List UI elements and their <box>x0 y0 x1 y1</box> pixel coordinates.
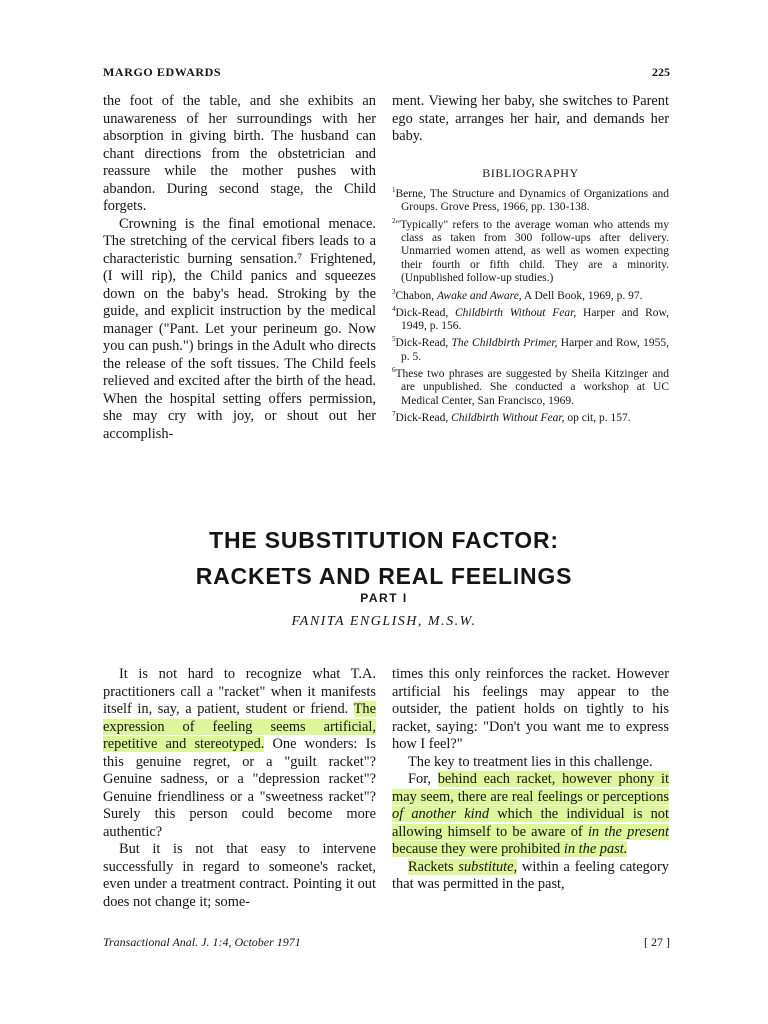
article-right-column <box>392 666 669 894</box>
running-header-page-number: 225 <box>652 65 670 79</box>
paragraph: times this only reinforces the racket. However artificial his feelings may appear to the outsider, the patient holds on tightly to his racket, saying: "Don't you want me to express how I feel?" <box>392 666 669 752</box>
highlighted-text: Rackets substitute, <box>408 858 518 875</box>
bibliography-item: $^1$Berne, The Structure and Dynamics of Organizations and Groups. Grove Press, 1966, pp. 130-138. <box>392 186 669 214</box>
bibliography-item: $^2$"Typically" refers to the average woman who attends my class as taken from 300 follow-ups after delivery. Unmarried women attend, as well as women expecting their fourth or fifth child. They are a minority. (Unpublished follow-up studies.) <box>392 216 669 285</box>
bibliography-heading: BIBLIOGRAPHY <box>482 166 579 180</box>
article-title-line-2: RACKETS AND REAL FEELINGS <box>195 563 573 589</box>
bibliography-item: $^6$These two phrases are suggested by Sheila Kitzinger and are unpublished. She conducted a workshop at UC Medical Center, San Francisco, 1969. <box>392 366 669 407</box>
article-author: FANITA ENGLISH, M.S.W. <box>291 614 477 629</box>
paragraph: For, behind each racket, however phony it may seem, there are real feelings or perceptions of another kind which the individual is not allowing himself to be aware of in the present because they were prohibited in the past. <box>392 771 669 857</box>
bibliography-item: $^4$Dick-Read, Childbirth Without Fear, Harper and Row, 1949, p. 156. <box>392 304 669 332</box>
running-header-author: MARGO EDWARDS <box>103 65 222 79</box>
bibliography-item: $^3$Chabon, Awake and Aware, A Dell Book, 1969, p. 97. <box>392 287 643 302</box>
paragraph: Rackets substitute, within a feeling category that was permitted in the past, <box>392 858 669 892</box>
journal-citation-footer: Transactional Anal. J. 1:4, October 1971 <box>103 935 301 949</box>
previous-article-right-column <box>392 93 669 146</box>
paragraph: But it is not that easy to intervene successfully in regard to someone's racket, even under a treatment contract. Pointing it out does not change it; some- <box>103 841 376 910</box>
article-part-label: PART I <box>360 591 408 605</box>
bibliography-list <box>392 184 669 425</box>
article-title-line-1: THE SUBSTITUTION FACTOR: <box>209 527 559 553</box>
article-left-column <box>103 666 376 911</box>
bibliography-item: $^5$Dick-Read, The Childbirth Primer, Harper and Row, 1955, p. 5. <box>392 335 669 363</box>
paragraph: the foot of the table, and she exhibits an unawareness of her surroundings with her absorption in giving birth. The husband can chant directions from the obstetrician and reassure while the mother pushes with abandon. During second stage, the Child forgets. <box>103 93 376 214</box>
footer-page-number: [ 27 ] <box>644 935 670 949</box>
paragraph: The key to treatment lies in this challenge. <box>408 753 653 770</box>
paragraph: Crowning is the final emotional menace. The stretching of the cervical fibers leads to a characteristic burning sensation.⁷ Frightened, (I will rip), the Child panics and squeezes down on the baby's head. Stroking by the guide, and explicit instruction by the medical manager ("Pant. Let your perineum go. Now you can push.") brings in the Adult who directs the release of the soft tissues. The Child feels relieved and excited after the birth of the head. When the hospital setting offers permission, she may cry with joy, or shout out her accomplish- <box>103 215 376 442</box>
previous-article-left-column <box>103 93 376 443</box>
highlighted-text: The expression of feeling seems artificial, repetitive and stereotyped. <box>103 701 376 752</box>
paragraph: ment. Viewing her baby, she switches to Parent ego state, arranges her hair, and demands her baby. <box>392 93 669 144</box>
highlighted-text: behind each racket, however phony it may seem, there are real feelings or perceptions of another kind which the individual is not allowing himself to be aware of in the present because they were prohibited in the past. <box>392 771 669 857</box>
paragraph: It is not hard to recognize what T.A. practitioners call a "racket" when it manifests itself in, say, a patient, student or friend. The expression of feeling seems artificial, repetitive and stereotyped. One wonders: Is this genuine regret, or a "guilt racket"? Genuine sadness, or a "depression racket"? Genuine friendliness or a "sweetness racket"? Surely this person could become more authentic? <box>103 666 376 840</box>
bibliography-item: $^7$Dick-Read, Childbirth Without Fear, op cit, p. 157. <box>392 410 631 424</box>
